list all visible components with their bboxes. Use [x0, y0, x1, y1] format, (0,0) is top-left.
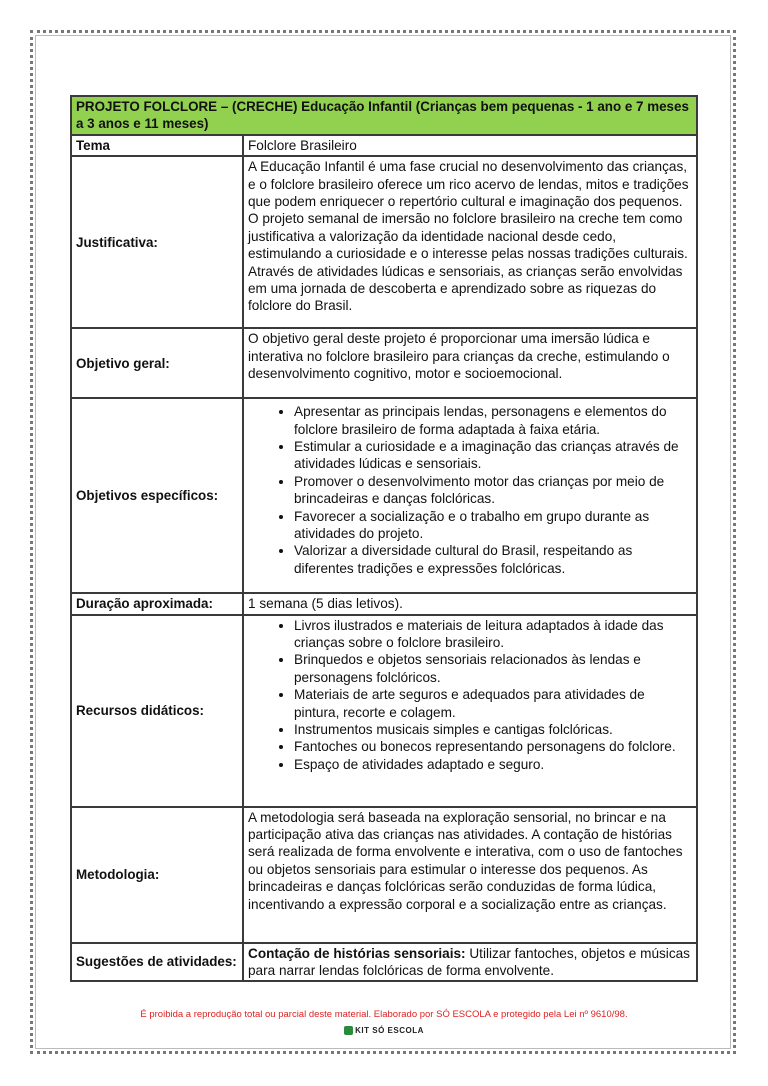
objetivos-list [248, 403, 692, 577]
kit-logo-icon [344, 1026, 353, 1035]
brand-logo [0, 1026, 768, 1035]
recursos-label: Recursos didáticos: [71, 615, 243, 807]
row-justificativa [71, 156, 697, 328]
list-item: • Espaço de atividades adaptado e seguro. [294, 756, 692, 773]
sugestoes-value [243, 943, 697, 982]
row-recursos [71, 615, 697, 807]
list-item: • Instrumentos musicais simples e cantigas folclóricas. [294, 721, 692, 738]
list-item: • Materiais de arte seguros e adequados para atividades de pintura, recorte e colagem. [294, 686, 692, 721]
row-objetivo-geral [71, 328, 697, 398]
copyright-notice: É proibida a reprodução total ou parcial deste material. Elaborado por SÓ ESCOLA e protegido pela Lei nº 9610/98. [140, 1009, 628, 1020]
row-objetivos-especificos [71, 398, 697, 593]
header-row [71, 96, 697, 135]
metodologia-label: Metodologia: [71, 807, 243, 943]
row-duracao [71, 593, 697, 614]
row-tema [71, 135, 697, 156]
tema-value: Folclore Brasileiro [243, 135, 697, 156]
recursos-list [248, 617, 692, 774]
list-item: • Favorecer a socialização e o trabalho em grupo durante as atividades do projeto. [294, 508, 692, 543]
row-metodologia [71, 807, 697, 943]
project-title: PROJETO FOLCLORE – (CRECHE) Educação Infantil (Crianças bem pequenas - 1 ano e 7 meses a 3 anos e 11 meses) [71, 96, 697, 135]
list-item: • Promover o desenvolvimento motor das crianças por meio de brincadeiras e danças folclóricas. [294, 473, 692, 508]
objetivo-geral-label: Objetivo geral: [71, 328, 243, 398]
list-item: • Brinquedos e objetos sensoriais relacionados às lendas e personagens folclóricos. [294, 651, 692, 686]
duracao-value: 1 semana (5 dias letivos). [243, 593, 697, 614]
list-item: • Fantoches ou bonecos representando personagens do folclore. [294, 738, 692, 755]
objetivos-especificos-label: Objetivos específicos: [71, 398, 243, 593]
objetivo-geral-value: O objetivo geral deste projeto é proporcionar uma imersão lúdica e interativa no folclore brasileiro para crianças da creche, estimulando o desenvolvimento cognitivo, motor e socioemocional. [243, 328, 697, 398]
row-sugestoes [71, 943, 697, 982]
list-item: • Valorizar a diversidade cultural do Brasil, respeitando as diferentes tradições e expressões folclóricas. [294, 542, 692, 577]
list-item: • Apresentar as principais lendas, personagens e elementos do folclore brasileiro de forma adaptada à faixa etária. [294, 403, 692, 438]
brand-text: KIT SÓ ESCOLA [355, 1026, 424, 1035]
sugestoes-label: Sugestões de atividades: [71, 943, 243, 982]
justificativa-label: Justificativa: [71, 156, 243, 328]
justificativa-value: A Educação Infantil é uma fase crucial no desenvolvimento das crianças, e o folclore brasileiro oferece um rico acervo de lendas, mitos e tradições que podem enriquecer o repertório cultural e imaginação dos pequenos. O projeto semanal de imersão no folclore brasileiro na creche tem como justificativa a valorização da identidade nacional desde cedo, estimulando a curiosidade e o interesse pelas nossas tradições culturais. Através de atividades lúdicas e sensoriais, as crianças serão envolvidas em uma jornada de descoberta e aprendizado sobre as riquezas do folclore do Brasil. [243, 156, 697, 328]
recursos-value [243, 615, 697, 807]
tema-label: Tema [71, 135, 243, 156]
objetivos-especificos-value [243, 398, 697, 593]
duracao-label: Duração aproximada: [71, 593, 243, 614]
metodologia-value: A metodologia será baseada na exploração sensorial, no brincar e na participação ativa das crianças nas atividades. A contação de histórias será realizada de forma envolvente e interativa, com o uso de fantoches ou objetos sensoriais para estimular o interesse dos pequenos. As brincadeiras e danças folclóricas serão conduzidas de forma lúdica, incentivando a expressão corporal e a socialização entre as crianças. [243, 807, 697, 943]
sugestao-text: Utilizar fantoches, objetos e músicas para narrar lendas folclóricas de forma envolvente. [248, 945, 690, 979]
list-item: • Livros ilustrados e materiais de leitura adaptados à idade das crianças sobre o folclore brasileiro. [294, 617, 692, 652]
list-item: • Estimular a curiosidade e a imaginação das crianças através de atividades lúdicas e sensoriais. [294, 438, 692, 473]
project-table [70, 95, 698, 982]
sugestao-title: Contação de histórias sensoriais: [248, 945, 466, 961]
